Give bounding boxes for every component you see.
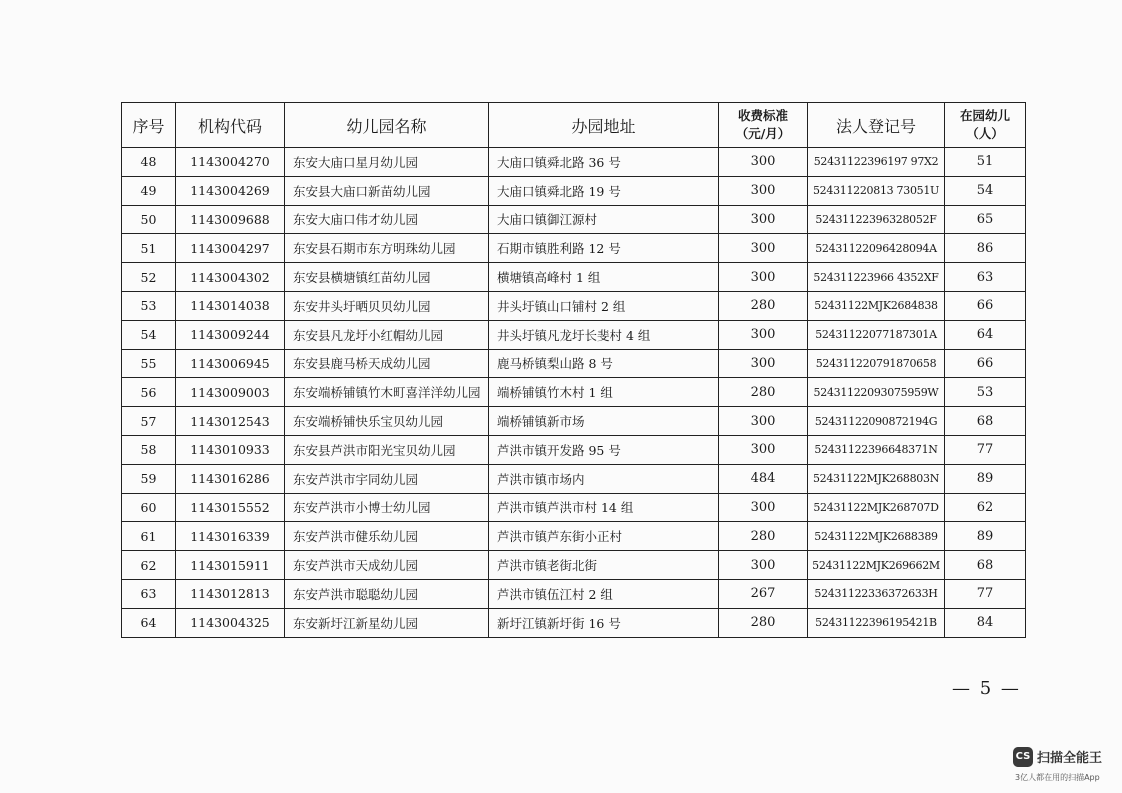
cell-kids: 51 — [945, 148, 1026, 177]
table-body — [122, 148, 1026, 638]
table-row — [122, 234, 1026, 263]
cell-kids: 89 — [945, 522, 1026, 551]
cell-org-code: 1143004270 — [176, 148, 285, 177]
cell-address: 端桥铺镇新市场 — [489, 407, 719, 436]
cell-reg: 52431122077187301A — [808, 320, 945, 349]
cell-seq: 48 — [122, 148, 176, 177]
cell-address: 端桥铺镇竹木村 1 组 — [489, 378, 719, 407]
cell-seq: 63 — [122, 579, 176, 608]
cell-kids: 53 — [945, 378, 1026, 407]
cell-fee: 280 — [719, 378, 808, 407]
cell-address: 芦洪市镇芦东街小正村 — [489, 522, 719, 551]
table-row — [122, 148, 1026, 177]
cell-reg: 52431122MJK2688389 — [808, 522, 945, 551]
cell-kids: 77 — [945, 579, 1026, 608]
cell-name: 东安芦洪市健乐幼儿园 — [285, 522, 489, 551]
page-number: — 5 — — [952, 678, 1021, 699]
cell-address: 井头圩镇凡龙圩长斐村 4 组 — [489, 320, 719, 349]
cell-fee: 300 — [719, 407, 808, 436]
cell-name: 东安县芦洪市阳光宝贝幼儿园 — [285, 435, 489, 464]
header-name: 幼儿园名称 — [285, 103, 489, 148]
cell-reg: 52431122096428094A — [808, 234, 945, 263]
header-address: 办园地址 — [489, 103, 719, 148]
table-row — [122, 464, 1026, 493]
cell-address: 芦洪市镇老街北街 — [489, 551, 719, 580]
cell-name: 东安井头圩晒贝贝幼儿园 — [285, 291, 489, 320]
cell-kids: 66 — [945, 349, 1026, 378]
table-row — [122, 291, 1026, 320]
cell-address: 芦洪市镇开发路 95 号 — [489, 435, 719, 464]
header-fee-line1: 收费标准 — [737, 108, 788, 123]
cell-address: 鹿马桥镇梨山路 8 号 — [489, 349, 719, 378]
cell-reg: 52431122MJK2684838 — [808, 291, 945, 320]
header-kids-line1: 在园幼儿 — [959, 108, 1010, 123]
cell-seq: 55 — [122, 349, 176, 378]
cell-kids: 54 — [945, 176, 1026, 205]
cell-address: 新圩江镇新圩街 16 号 — [489, 608, 719, 637]
cell-reg: 52431122336372633H — [808, 579, 945, 608]
table-row — [122, 551, 1026, 580]
header-kids-line2: （人） — [966, 126, 1004, 141]
cell-kids: 63 — [945, 263, 1026, 292]
cell-org-code: 1143009003 — [176, 378, 285, 407]
cell-reg: 524311220813 73051U — [808, 176, 945, 205]
cell-org-code: 1143016286 — [176, 464, 285, 493]
table-header-row — [122, 103, 1026, 148]
cell-org-code: 1143004297 — [176, 234, 285, 263]
table-row — [122, 205, 1026, 234]
cell-org-code: 1143012543 — [176, 407, 285, 436]
cell-reg: 52431122396195421B — [808, 608, 945, 637]
cell-kids: 68 — [945, 551, 1026, 580]
cell-name: 东安芦洪市天成幼儿园 — [285, 551, 489, 580]
header-fee — [719, 103, 808, 148]
cell-kids: 62 — [945, 493, 1026, 522]
cell-kids: 84 — [945, 608, 1026, 637]
cell-fee: 300 — [719, 148, 808, 177]
cell-seq: 52 — [122, 263, 176, 292]
table-row — [122, 579, 1026, 608]
table-row — [122, 320, 1026, 349]
cell-seq: 56 — [122, 378, 176, 407]
header-kids — [945, 103, 1026, 148]
cell-reg: 52431122MJK268803N — [808, 464, 945, 493]
cell-org-code: 1143012813 — [176, 579, 285, 608]
header-reg: 法人登记号 — [808, 103, 945, 148]
cell-org-code: 1143004325 — [176, 608, 285, 637]
table-row — [122, 349, 1026, 378]
cell-reg: 52431122396328052F — [808, 205, 945, 234]
cell-fee: 484 — [719, 464, 808, 493]
cell-reg: 524311220791870658 — [808, 349, 945, 378]
cell-seq: 58 — [122, 435, 176, 464]
cell-org-code: 1143009688 — [176, 205, 285, 234]
cell-reg: 52431122396648371N — [808, 435, 945, 464]
cell-name: 东安县凡龙圩小红帽幼儿园 — [285, 320, 489, 349]
cell-fee: 300 — [719, 320, 808, 349]
cell-name: 东安大庙口伟才幼儿园 — [285, 205, 489, 234]
table-row — [122, 378, 1026, 407]
cell-name: 东安端桥铺快乐宝贝幼儿园 — [285, 407, 489, 436]
cell-org-code: 1143009244 — [176, 320, 285, 349]
cell-seq: 57 — [122, 407, 176, 436]
cell-seq: 54 — [122, 320, 176, 349]
cell-reg: 52431122396197 97X2 — [808, 148, 945, 177]
cell-fee: 300 — [719, 176, 808, 205]
cell-name: 东安县大庙口新苗幼儿园 — [285, 176, 489, 205]
cell-address: 井头圩镇山口铺村 2 组 — [489, 291, 719, 320]
cell-name: 东安县横塘镇红苗幼儿园 — [285, 263, 489, 292]
cell-seq: 50 — [122, 205, 176, 234]
cell-address: 石期市镇胜利路 12 号 — [489, 234, 719, 263]
cell-name: 东安新圩江新星幼儿园 — [285, 608, 489, 637]
cell-kids: 86 — [945, 234, 1026, 263]
cell-org-code: 1143004269 — [176, 176, 285, 205]
cell-address: 横塘镇高峰村 1 组 — [489, 263, 719, 292]
cell-reg: 52431122093075959W — [808, 378, 945, 407]
cell-fee: 280 — [719, 522, 808, 551]
cell-kids: 66 — [945, 291, 1026, 320]
cell-seq: 51 — [122, 234, 176, 263]
cell-fee: 300 — [719, 349, 808, 378]
cell-name: 东安县石期市东方明珠幼儿园 — [285, 234, 489, 263]
cell-name: 东安芦洪市聪聪幼儿园 — [285, 579, 489, 608]
cell-seq: 49 — [122, 176, 176, 205]
cell-name: 东安县鹿马桥天成幼儿园 — [285, 349, 489, 378]
scanner-watermark — [1013, 745, 1113, 785]
cell-org-code: 1143010933 — [176, 435, 285, 464]
cell-seq: 62 — [122, 551, 176, 580]
header-org-code: 机构代码 — [176, 103, 285, 148]
cell-kids: 77 — [945, 435, 1026, 464]
cell-fee: 300 — [719, 263, 808, 292]
cell-org-code: 1143006945 — [176, 349, 285, 378]
table-row — [122, 263, 1026, 292]
cell-name: 东安芦洪市小博士幼儿园 — [285, 493, 489, 522]
table-row — [122, 493, 1026, 522]
cell-kids: 64 — [945, 320, 1026, 349]
cell-name: 东安芦洪市宇同幼儿园 — [285, 464, 489, 493]
cell-seq: 59 — [122, 464, 176, 493]
cell-name: 东安大庙口星月幼儿园 — [285, 148, 489, 177]
cell-address: 芦洪市镇芦洪市村 14 组 — [489, 493, 719, 522]
cell-address: 芦洪市镇市场内 — [489, 464, 719, 493]
cell-kids: 65 — [945, 205, 1026, 234]
cell-org-code: 1143004302 — [176, 263, 285, 292]
cell-reg: 52431122090872194G — [808, 407, 945, 436]
kindergarten-table — [121, 102, 1026, 638]
cell-org-code: 1143015552 — [176, 493, 285, 522]
cell-kids: 68 — [945, 407, 1026, 436]
cell-fee: 280 — [719, 291, 808, 320]
camscanner-logo-icon: CS — [1013, 747, 1033, 767]
table-row — [122, 522, 1026, 551]
cell-seq: 64 — [122, 608, 176, 637]
table-row — [122, 407, 1026, 436]
cell-fee: 267 — [719, 579, 808, 608]
cell-address: 大庙口镇御江源村 — [489, 205, 719, 234]
cell-fee: 300 — [719, 493, 808, 522]
cell-reg: 52431122MJK268707D — [808, 493, 945, 522]
watermark-subtitle: 3亿人都在用的扫描App — [1015, 773, 1100, 782]
cell-org-code: 1143016339 — [176, 522, 285, 551]
cell-seq: 60 — [122, 493, 176, 522]
cell-kids: 89 — [945, 464, 1026, 493]
cell-fee: 300 — [719, 551, 808, 580]
table-row — [122, 608, 1026, 637]
cell-seq: 53 — [122, 291, 176, 320]
header-fee-line2: （元/月） — [735, 126, 791, 141]
cell-reg: 52431122MJK269662M — [808, 551, 945, 580]
cell-fee: 300 — [719, 435, 808, 464]
table-row — [122, 176, 1026, 205]
header-seq: 序号 — [122, 103, 176, 148]
watermark-title: 扫描全能王 — [1037, 751, 1103, 766]
cell-address: 大庙口镇舜北路 36 号 — [489, 148, 719, 177]
cell-fee: 300 — [719, 234, 808, 263]
cell-org-code: 1143014038 — [176, 291, 285, 320]
cell-address: 芦洪市镇伍江村 2 组 — [489, 579, 719, 608]
cell-reg: 524311223966 4352XF — [808, 263, 945, 292]
cell-seq: 61 — [122, 522, 176, 551]
cell-org-code: 1143015911 — [176, 551, 285, 580]
cell-fee: 300 — [719, 205, 808, 234]
table-row — [122, 435, 1026, 464]
cell-fee: 280 — [719, 608, 808, 637]
cell-address: 大庙口镇舜北路 19 号 — [489, 176, 719, 205]
cell-name: 东安端桥铺镇竹木町喜洋洋幼儿园 — [285, 378, 489, 407]
